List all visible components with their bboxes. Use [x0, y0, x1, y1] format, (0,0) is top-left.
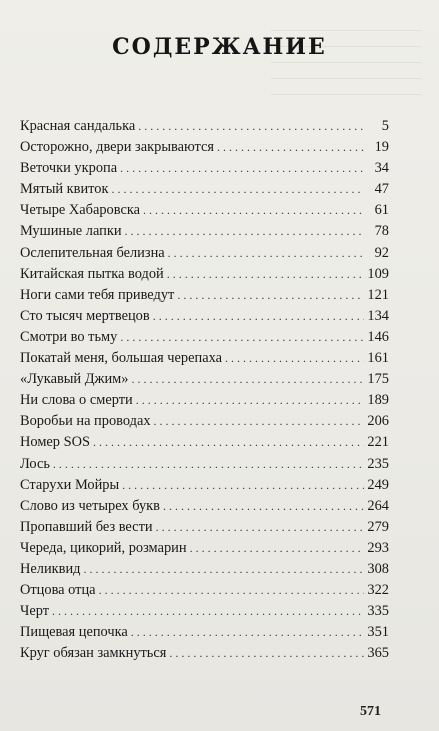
toc-entry-title: Красная сандалька [20, 118, 136, 134]
toc-entry [20, 137, 389, 158]
toc-entry [20, 643, 389, 664]
dot-leader [131, 369, 364, 390]
toc-entry [20, 243, 389, 264]
dot-leader [138, 116, 364, 137]
toc-entry-page: 61 [374, 202, 389, 219]
toc-entry-page: 161 [367, 350, 389, 367]
toc-entry-page: 293 [367, 539, 389, 556]
toc-entry [20, 622, 389, 643]
toc-entry [20, 158, 389, 179]
toc-entry [20, 411, 389, 432]
dot-leader [156, 517, 364, 538]
dot-leader [163, 496, 364, 517]
dot-leader [167, 264, 364, 285]
toc-entry-title: Лось [20, 455, 50, 472]
toc-entry-page: 221 [367, 434, 389, 451]
dot-leader [154, 411, 364, 432]
toc-entry-title: Смотри во тьму [20, 328, 118, 345]
toc-entry-page: 365 [367, 645, 389, 662]
toc-entry-page: 146 [367, 328, 389, 345]
toc-entry-page: 175 [367, 371, 389, 388]
dot-leader [125, 221, 364, 242]
toc-entry-page: 206 [367, 413, 389, 430]
toc-entry [20, 306, 389, 327]
toc-entry [20, 580, 389, 601]
toc-entry-title: Череда, цикорий, розмарин [20, 539, 187, 556]
toc-entry-title: Китайская пытка водой [20, 265, 164, 282]
toc-entry-page: 322 [367, 582, 389, 599]
toc-entry-page: 189 [367, 392, 389, 409]
toc-entry-title: Отцова отца [20, 582, 96, 599]
dot-leader [52, 601, 364, 622]
toc-entry-title: Мятый квиток [20, 181, 109, 198]
toc-entry-title: Покатай меня, большая черепаха [20, 350, 222, 367]
toc-entry [20, 601, 389, 622]
toc-entry [20, 264, 389, 285]
toc-entry-title: Ноги сами тебя приведут [20, 286, 175, 303]
toc-entry-page: 351 [367, 624, 389, 641]
toc-entry-page: 5 [381, 118, 389, 134]
dot-leader [120, 327, 364, 348]
dot-leader [120, 158, 364, 179]
dot-leader [111, 179, 364, 200]
toc-entry [20, 221, 389, 242]
toc-entry [20, 116, 389, 137]
dot-leader [93, 432, 364, 453]
toc-entry-title: Четыре Хабаровска [20, 202, 141, 219]
dot-leader [177, 285, 364, 306]
toc-entry-title: Ослепительная белизна [20, 244, 165, 261]
dot-leader [225, 348, 364, 369]
toc-entry-title: Пищевая цепочка [20, 624, 128, 641]
page-title: СОДЕРЖАНИЕ [112, 34, 327, 60]
toc-entry [20, 432, 389, 453]
toc-entry-page: 335 [367, 603, 389, 620]
dot-leader [143, 200, 364, 221]
dot-leader [190, 538, 364, 559]
toc-entry-title: Мушиные лапки [20, 223, 122, 240]
toc-entry-page: 19 [374, 139, 389, 156]
toc-entry-page: 279 [367, 518, 389, 535]
toc-entry-page: 121 [367, 286, 389, 303]
dot-leader [168, 243, 364, 264]
toc-entry-page: 109 [367, 265, 389, 282]
dot-leader [83, 559, 364, 580]
toc-entry-title: Осторожно, двери закрываются [20, 139, 215, 156]
toc-entry-page: 92 [374, 244, 389, 261]
toc-entry-title: «Лукавый Джим» [20, 371, 129, 388]
dot-leader [131, 622, 364, 643]
toc-entry-page: 134 [367, 307, 389, 324]
page-number: 571 [360, 704, 381, 719]
toc-entry-title: Черт [20, 603, 50, 620]
toc-entry [20, 454, 389, 475]
toc-entry-page: 235 [367, 455, 389, 472]
toc-entry-page: 249 [367, 476, 389, 493]
dot-leader [136, 390, 364, 411]
toc-entry-title: Круг обязан замкнуться [20, 645, 167, 662]
toc-entry-page: 78 [374, 223, 389, 240]
toc-entry-page: 308 [367, 560, 389, 577]
toc-entry-title: Номер SOS [20, 434, 90, 451]
toc-entry [20, 285, 389, 306]
dot-leader [53, 454, 364, 475]
toc-entry-page: 47 [374, 181, 389, 198]
toc-entry [20, 559, 389, 580]
toc-entry-title: Слово из четырех букв [20, 497, 160, 514]
dot-leader [169, 643, 364, 664]
toc-entry [20, 369, 389, 390]
toc-entry-title: Пропавший без вести [20, 518, 153, 535]
toc-entry-page: 34 [374, 160, 389, 177]
dot-leader [217, 137, 364, 158]
toc-entry [20, 475, 389, 496]
table-of-contents [20, 116, 389, 664]
toc-entry-title: Ни слова о смерти [20, 392, 133, 409]
toc-entry-title: Сто тысяч мертвецов [20, 307, 150, 324]
dot-leader [153, 306, 364, 327]
toc-entry [20, 390, 389, 411]
toc-entry [20, 200, 389, 221]
toc-entry [20, 348, 389, 369]
toc-entry [20, 496, 389, 517]
toc-entry-title: Старухи Мойры [20, 476, 120, 493]
toc-entry-title: Неликвид [20, 560, 81, 577]
toc-entry [20, 179, 389, 200]
toc-entry [20, 538, 389, 559]
toc-entry-page: 264 [367, 497, 389, 514]
dot-leader [122, 475, 364, 496]
toc-entry-title: Воробьи на проводах [20, 413, 151, 430]
toc-entry-title: Веточки укропа [20, 160, 118, 177]
toc-entry [20, 517, 389, 538]
dot-leader [99, 580, 364, 601]
toc-entry [20, 327, 389, 348]
